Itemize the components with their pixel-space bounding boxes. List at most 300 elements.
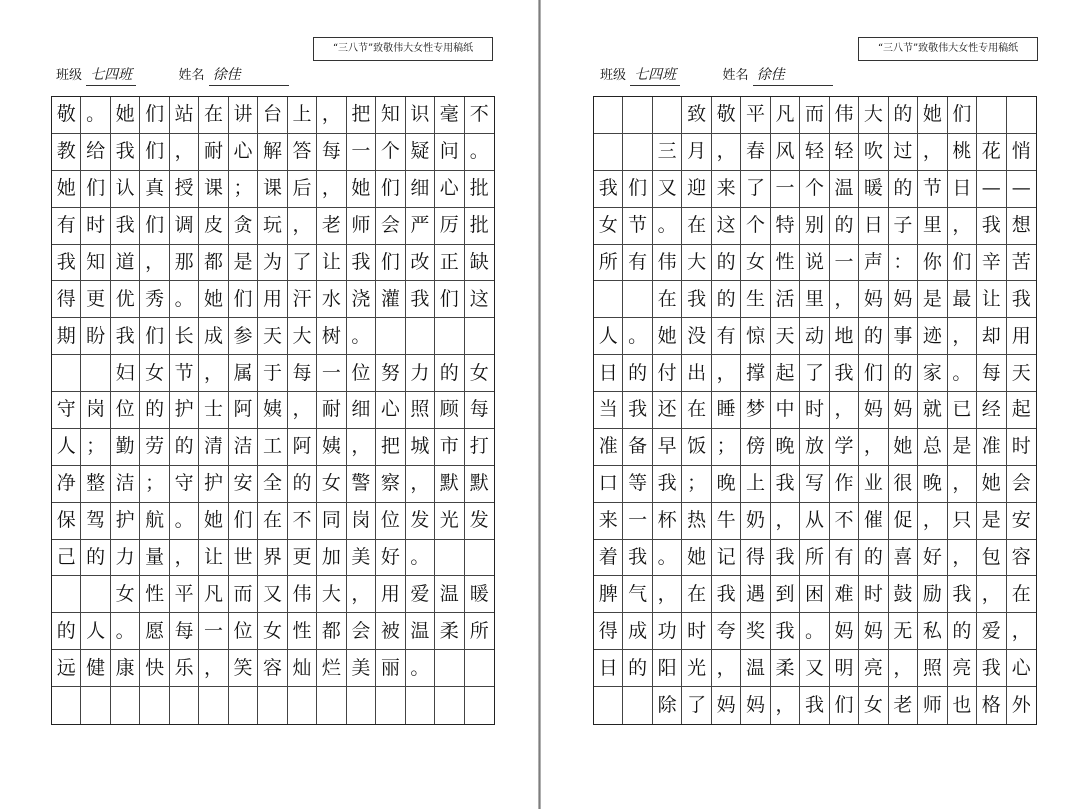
grid-cell: 节: [623, 208, 652, 245]
grid-cell: 力: [406, 355, 435, 392]
grid-cell: 生: [741, 281, 770, 318]
grid-cell: —: [977, 171, 1006, 208]
grid-cell: 知: [81, 245, 110, 282]
grid-cell: [52, 687, 81, 724]
grid-cell: 她: [682, 540, 711, 577]
grid-cell: 愿: [140, 613, 169, 650]
grid-cell: 奖: [741, 613, 770, 650]
grid-cell: 的: [623, 355, 652, 392]
grid-cell: 很: [889, 466, 918, 503]
grid-cell: 洁: [229, 429, 258, 466]
grid-cell: [977, 97, 1006, 134]
grid-cell: 的: [140, 392, 169, 429]
grid-cell: 的: [435, 355, 464, 392]
grid-cell: 在: [199, 97, 228, 134]
grid-cell: 励: [918, 576, 947, 613]
student-info-line: [56, 65, 289, 85]
grid-cell: 学: [830, 429, 859, 466]
grid-cell: 都: [199, 245, 228, 282]
grid-cell: 心: [376, 392, 405, 429]
grid-cell: 。: [406, 650, 435, 687]
paper-header-title: “三八节”致敬伟大女性专用稿纸: [313, 37, 493, 61]
grid-cell: 耐: [199, 134, 228, 171]
grid-cell: 女: [741, 245, 770, 282]
grid-cell: 一: [199, 613, 228, 650]
grid-cell: ，: [889, 650, 918, 687]
grid-cell: 让: [199, 540, 228, 577]
grid-cell: ，: [771, 687, 800, 724]
grid-cell: 有: [623, 245, 652, 282]
grid-cell: 每: [465, 392, 494, 429]
grid-cell: 护: [111, 503, 140, 540]
grid-cell: 起: [1007, 392, 1036, 429]
grid-cell: 惊: [741, 318, 770, 355]
grid-cell: 师: [347, 208, 376, 245]
grid-cell: 地: [830, 318, 859, 355]
grid-cell: ，: [948, 208, 977, 245]
grid-cell: 安: [1007, 503, 1036, 540]
grid-cell: 光: [682, 650, 711, 687]
grid-cell: 又: [800, 650, 829, 687]
grid-cell: 想: [1007, 208, 1036, 245]
grid-cell: 照: [406, 392, 435, 429]
grid-cell: 位: [111, 392, 140, 429]
grid-cell: 我: [800, 687, 829, 724]
grid-cell: 的: [948, 613, 977, 650]
grid-cell: 守: [52, 392, 81, 429]
grid-cell: 口: [594, 466, 623, 503]
grid-cell: 撑: [741, 355, 770, 392]
grid-cell: 是: [948, 429, 977, 466]
grid-cell: 们: [859, 355, 888, 392]
grid-cell: ；: [140, 466, 169, 503]
grid-cell: 每: [977, 355, 1006, 392]
grid-cell: 。: [653, 540, 682, 577]
grid-cell: 有: [52, 208, 81, 245]
grid-cell: [406, 687, 435, 724]
grid-cell: 特: [771, 208, 800, 245]
grid-cell: [111, 687, 140, 724]
grid-cell: 们: [948, 245, 977, 282]
grid-cell: 们: [81, 171, 110, 208]
grid-cell: 不: [288, 503, 317, 540]
grid-cell: 的: [859, 540, 888, 577]
grid-cell: 我: [406, 281, 435, 318]
grid-cell: 整: [81, 466, 110, 503]
grid-cell: 私: [918, 613, 947, 650]
grid-cell: 等: [623, 466, 652, 503]
grid-cell: [465, 687, 494, 724]
grid-cell: 都: [317, 613, 346, 650]
grid-cell: 别: [800, 208, 829, 245]
grid-cell: 。: [465, 134, 494, 171]
grid-cell: 是: [977, 503, 1006, 540]
grid-cell: 我: [111, 318, 140, 355]
grid-cell: 我: [771, 466, 800, 503]
grid-cell: 。: [406, 540, 435, 577]
grid-cell: 除: [653, 687, 682, 724]
grid-cell: 所: [800, 540, 829, 577]
grid-cell: 温: [406, 613, 435, 650]
grid-cell: —: [1007, 171, 1036, 208]
grid-cell: 天: [1007, 355, 1036, 392]
grid-cell: 答: [288, 134, 317, 171]
grid-cell: 人: [594, 318, 623, 355]
grid-cell: 最: [948, 281, 977, 318]
grid-cell: 无: [889, 613, 918, 650]
grid-cell: 我: [52, 245, 81, 282]
grid-cell: 女: [140, 355, 169, 392]
grid-cell: [623, 687, 652, 724]
grid-cell: 又: [258, 576, 287, 613]
grid-cell: 里: [918, 208, 947, 245]
grid-cell: 又: [653, 171, 682, 208]
grid-cell: 士: [199, 392, 228, 429]
grid-cell: 己: [52, 540, 81, 577]
grid-cell: 柔: [435, 613, 464, 650]
grid-cell: [376, 318, 405, 355]
grid-cell: 时: [1007, 429, 1036, 466]
grid-cell: 心: [1007, 650, 1036, 687]
grid-cell: ；: [229, 171, 258, 208]
grid-cell: 贪: [229, 208, 258, 245]
grid-cell: 会: [347, 613, 376, 650]
grid-cell: 汗: [288, 281, 317, 318]
grid-cell: 们: [229, 281, 258, 318]
grid-cell: 树: [317, 318, 346, 355]
grid-cell: ，: [288, 208, 317, 245]
grid-cell: [376, 687, 405, 724]
grid-cell: 声: [859, 245, 888, 282]
grid-cell: 阿: [229, 392, 258, 429]
grid-cell: 容: [258, 650, 287, 687]
grid-cell: [594, 134, 623, 171]
grid-cell: 台: [258, 97, 287, 134]
grid-cell: ，: [859, 429, 888, 466]
grid-cell: 从: [800, 503, 829, 540]
grid-cell: 航: [140, 503, 169, 540]
grid-cell: 吹: [859, 134, 888, 171]
grid-cell: 老: [317, 208, 346, 245]
grid-cell: 在: [682, 392, 711, 429]
grid-cell: 批: [465, 208, 494, 245]
grid-cell: 迎: [682, 171, 711, 208]
grid-cell: 心: [229, 134, 258, 171]
grid-cell: 个: [800, 171, 829, 208]
grid-cell: 市: [435, 429, 464, 466]
grid-cell: [623, 134, 652, 171]
grid-cell: 厉: [435, 208, 464, 245]
grid-cell: 我: [771, 613, 800, 650]
grid-cell: [594, 281, 623, 318]
grid-cell: 有: [712, 318, 741, 355]
grid-cell: 困: [800, 576, 829, 613]
grid-cell: [81, 355, 110, 392]
grid-cell: 成: [199, 318, 228, 355]
grid-cell: 格: [977, 687, 1006, 724]
grid-cell: 授: [170, 171, 199, 208]
grid-cell: [465, 650, 494, 687]
grid-cell: [170, 687, 199, 724]
grid-cell: 妈: [830, 613, 859, 650]
grid-cell: 更: [288, 540, 317, 577]
grid-cell: 烂: [317, 650, 346, 687]
grid-cell: 悄: [1007, 134, 1036, 171]
grid-cell: [435, 650, 464, 687]
grid-cell: 用: [1007, 318, 1036, 355]
grid-cell: 敬: [712, 97, 741, 134]
grid-cell: 到: [771, 576, 800, 613]
grid-cell: 敬: [52, 97, 81, 134]
grid-cell: ，: [977, 576, 1006, 613]
grid-cell: 长: [170, 318, 199, 355]
grid-cell: 玩: [258, 208, 287, 245]
grid-cell: 说: [800, 245, 829, 282]
grid-cell: 在: [258, 503, 287, 540]
grid-cell: 脾: [594, 576, 623, 613]
grid-cell: 成: [623, 613, 652, 650]
grid-cell: 节: [918, 171, 947, 208]
grid-cell: 乐: [170, 650, 199, 687]
grid-cell: 的: [288, 466, 317, 503]
grid-cell: 中: [771, 392, 800, 429]
grid-cell: [52, 576, 81, 613]
grid-cell: 们: [140, 208, 169, 245]
grid-cell: 缺: [465, 245, 494, 282]
grid-cell: 遇: [741, 576, 770, 613]
grid-cell: 所: [594, 245, 623, 282]
grid-cell: 打: [465, 429, 494, 466]
grid-cell: 们: [229, 503, 258, 540]
grid-cell: 我: [830, 355, 859, 392]
grid-cell: 改: [406, 245, 435, 282]
grid-cell: 护: [199, 466, 228, 503]
grid-cell: 努: [376, 355, 405, 392]
grid-cell: 妈: [741, 687, 770, 724]
grid-cell: 。: [170, 503, 199, 540]
grid-cell: 力: [111, 540, 140, 577]
grid-cell: 日: [594, 650, 623, 687]
grid-cell: 苦: [1007, 245, 1036, 282]
grid-cell: 晚: [771, 429, 800, 466]
grid-cell: 我: [111, 134, 140, 171]
grid-cell: 好: [918, 540, 947, 577]
grid-cell: 位: [376, 503, 405, 540]
grid-cell: 们: [830, 687, 859, 724]
grid-cell: 大: [859, 97, 888, 134]
grid-cell: 她: [653, 318, 682, 355]
grid-cell: 。: [347, 318, 376, 355]
grid-cell: 安: [229, 466, 258, 503]
grid-cell: ；: [682, 466, 711, 503]
grid-cell: 识: [406, 97, 435, 134]
grid-cell: 而: [229, 576, 258, 613]
grid-cell: ，: [288, 392, 317, 429]
grid-cell: 牛: [712, 503, 741, 540]
grid-cell: 奶: [741, 503, 770, 540]
grid-cell: 日: [859, 208, 888, 245]
grid-cell: 爱: [977, 613, 1006, 650]
grid-cell: 世: [229, 540, 258, 577]
grid-cell: 日: [594, 355, 623, 392]
grid-cell: 妈: [889, 281, 918, 318]
grid-cell: 灌: [376, 281, 405, 318]
grid-cell: 驾: [81, 503, 110, 540]
grid-cell: 守: [170, 466, 199, 503]
grid-cell: 康: [111, 650, 140, 687]
grid-cell: 晚: [918, 466, 947, 503]
grid-cell: 们: [376, 171, 405, 208]
grid-cell: 有: [830, 540, 859, 577]
grid-cell: 们: [140, 97, 169, 134]
grid-cell: 课: [199, 171, 228, 208]
grid-cell: 夸: [712, 613, 741, 650]
grid-cell: 护: [170, 392, 199, 429]
grid-cell: 暖: [859, 171, 888, 208]
grid-cell: 放: [800, 429, 829, 466]
grid-cell: 一: [317, 355, 346, 392]
grid-cell: 了: [741, 171, 770, 208]
grid-cell: 顾: [435, 392, 464, 429]
grid-cell: [81, 687, 110, 724]
grid-cell: ，: [170, 540, 199, 577]
grid-cell: 秀: [140, 281, 169, 318]
manuscript-grid: [593, 96, 1037, 725]
grid-cell: 包: [977, 540, 1006, 577]
grid-cell: 洁: [111, 466, 140, 503]
grid-cell: 皮: [199, 208, 228, 245]
grid-cell: 默: [435, 466, 464, 503]
grid-cell: 们: [435, 281, 464, 318]
grid-cell: 温: [830, 171, 859, 208]
grid-cell: 老: [889, 687, 918, 724]
grid-cell: 远: [52, 650, 81, 687]
grid-cell: 着: [594, 540, 623, 577]
grid-cell: 天: [771, 318, 800, 355]
grid-cell: 一: [623, 503, 652, 540]
grid-cell: 里: [800, 281, 829, 318]
grid-cell: 你: [918, 245, 947, 282]
grid-cell: 问: [435, 134, 464, 171]
grid-cell: 我: [948, 576, 977, 613]
grid-cell: 更: [81, 281, 110, 318]
grid-cell: 我: [977, 650, 1006, 687]
grid-cell: 气: [623, 576, 652, 613]
grid-cell: 阳: [653, 650, 682, 687]
grid-cell: 只: [948, 503, 977, 540]
grid-cell: 付: [653, 355, 682, 392]
grid-cell: 她: [111, 97, 140, 134]
grid-cell: 女: [111, 576, 140, 613]
grid-cell: 毫: [435, 97, 464, 134]
grid-cell: 的: [712, 281, 741, 318]
grid-cell: 。: [170, 281, 199, 318]
grid-cell: [52, 355, 81, 392]
grid-cell: ，: [199, 355, 228, 392]
grid-cell: ，: [170, 134, 199, 171]
grid-cell: 位: [229, 613, 258, 650]
grid-cell: 容: [1007, 540, 1036, 577]
grid-cell: 了: [800, 355, 829, 392]
grid-cell: 时: [81, 208, 110, 245]
grid-cell: 性: [288, 613, 317, 650]
grid-cell: 女: [465, 355, 494, 392]
grid-cell: 每: [288, 355, 317, 392]
grid-cell: 全: [258, 466, 287, 503]
grid-cell: 用: [258, 281, 287, 318]
grid-cell: 的: [859, 318, 888, 355]
grid-cell: 界: [258, 540, 287, 577]
grid-cell: 来: [594, 503, 623, 540]
grid-cell: 大: [288, 318, 317, 355]
grid-cell: 的: [889, 171, 918, 208]
grid-cell: 课: [258, 171, 287, 208]
grid-cell: 时: [682, 613, 711, 650]
grid-cell: 批: [465, 171, 494, 208]
grid-cell: 的: [830, 208, 859, 245]
grid-cell: [1007, 97, 1036, 134]
grid-cell: 作: [830, 466, 859, 503]
grid-cell: 调: [170, 208, 199, 245]
grid-cell: 伟: [288, 576, 317, 613]
grid-cell: 女: [594, 208, 623, 245]
grid-cell: 工: [258, 429, 287, 466]
grid-cell: ，: [712, 650, 741, 687]
grid-cell: 给: [81, 134, 110, 171]
manuscript-grid: [51, 96, 495, 725]
grid-cell: 心: [435, 171, 464, 208]
grid-cell: 这: [465, 281, 494, 318]
grid-cell: 美: [347, 650, 376, 687]
grid-cell: 女: [859, 687, 888, 724]
grid-cell: 属: [229, 355, 258, 392]
grid-cell: 她: [889, 429, 918, 466]
grid-cell: [258, 687, 287, 724]
grid-cell: 辛: [977, 245, 1006, 282]
grid-cell: 写: [800, 466, 829, 503]
grid-cell: 盼: [81, 318, 110, 355]
grid-cell: 让: [977, 281, 1006, 318]
grid-cell: 也: [948, 687, 977, 724]
right-page: [540, 0, 1080, 809]
grid-cell: 不: [465, 97, 494, 134]
grid-cell: ，: [199, 650, 228, 687]
grid-cell: 妈: [712, 687, 741, 724]
name-label: 姓名: [178, 68, 205, 83]
grid-cell: 的: [712, 245, 741, 282]
grid-cell: 姨: [258, 392, 287, 429]
grid-cell: 净: [52, 466, 81, 503]
grid-cell: 把: [376, 429, 405, 466]
grid-cell: 优: [111, 281, 140, 318]
grid-cell: 。: [948, 355, 977, 392]
grid-cell: 伟: [830, 97, 859, 134]
grid-cell: 柔: [771, 650, 800, 687]
grid-cell: 们: [140, 134, 169, 171]
grid-cell: 光: [435, 503, 464, 540]
grid-cell: 爱: [406, 576, 435, 613]
grid-cell: 参: [229, 318, 258, 355]
grid-cell: ，: [918, 503, 947, 540]
grid-cell: 勤: [111, 429, 140, 466]
grid-cell: [594, 687, 623, 724]
grid-cell: 疑: [406, 134, 435, 171]
grid-cell: 姨: [317, 429, 346, 466]
grid-cell: 我: [623, 392, 652, 429]
grid-cell: 桃: [948, 134, 977, 171]
grid-cell: 默: [465, 466, 494, 503]
grid-cell: ，: [347, 429, 376, 466]
